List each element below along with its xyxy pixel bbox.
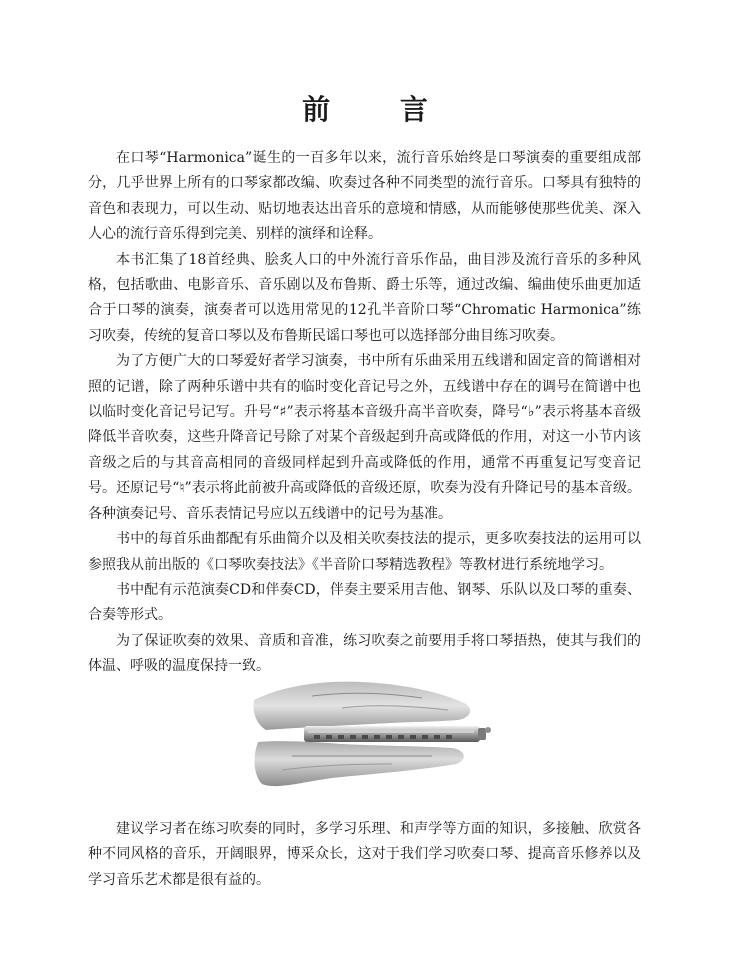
closing-paragraph: 建议学习者在练习吹奏的同时，多学习乐理、和声学等方面的知识，多接触、欣赏各种不同风格的音乐，开阔眼界，博采众长，这对于我们学习吹奏口琴、提高音乐修养以及学习音乐艺术都是很有益的。: [88, 821, 641, 888]
harmonica-body: [304, 726, 480, 742]
paragraph-6: 为了保证吹奏的效果、音质和音准，练习吹奏之前要用手将口琴捂热，使其与我们的体温、呼吸的温度保持一致。: [88, 632, 641, 675]
lower-hand-shape: [255, 741, 464, 786]
harmonica-illustration: [252, 672, 496, 796]
harmonica-slide-button: [478, 728, 486, 740]
closing-section: [88, 817, 641, 893]
preface-body: [88, 146, 641, 680]
page-title: 前 言: [302, 93, 458, 126]
harmonica-hands-image: [252, 672, 496, 796]
paragraph-2: 本书汇集了18首经典、脍炙人口的中外流行音乐作品，曲目涉及流行音乐的多种风格，包括歌曲、电影音乐、音乐剧以及布鲁斯、爵士乐等，通过改编、编曲使乐曲更加适合于口琴的演奏，演奏者可以选用常见的12孔半音阶口琴“Chromatic Harmonica”练习吹奏，传统的复音口琴以及布鲁斯民谣口琴也可以选择部分曲目练习吹奏。: [88, 251, 641, 344]
paragraph-3: 为了方便广大的口琴爱好者学习演奏，书中所有乐曲采用五线谱和固定音的简谱相对照的记谱，除了两种乐谱中共有的临时变化音记号之外，五线谱中存在的调号在简谱中也以临时变化音记号记写。升号“♯”表示将基本音级升高半音吹奏，降号“♭”表示将基本音级降低半音吹奏，这些升降音记号除了对某个音级起到升高或降低的作用，对这一小节内该音级之后的与其音高相同的音级同样起到升高或降低的作用，通常不再重复记写变音记号。还原记号“♮”表示将此前被升高或降低的音级还原，吹奏为没有升降记号的基本音级。各种演奏记号、音乐表情记号应以五线谱中的记号为基准。: [88, 353, 641, 522]
paragraph-1: 在口琴“Harmonica”诞生的一百多年以来，流行音乐始终是口琴演奏的重要组成部分，几乎世界上所有的口琴家都改编、吹奏过各种不同类型的流行音乐。口琴具有独特的音色和表现力，可以生动、贴切地表达出音乐的意境和情感，从而能够使那些优美、深入人心的流行音乐得到完美、别样的演绎和诠释。: [88, 150, 641, 243]
paragraph-5: 书中配有示范演奏CD和伴奏CD，伴奏主要采用吉他、钢琴、乐队以及口琴的重奏、合奏等形式。: [88, 581, 641, 624]
paragraph-4: 书中的每首乐曲都配有乐曲简介以及相关吹奏技法的提示，更多吹奏技法的运用可以参照我从前出版的《口琴吹奏技法》《半音阶口琴精选教程》等教材进行系统地学习。: [88, 531, 641, 573]
